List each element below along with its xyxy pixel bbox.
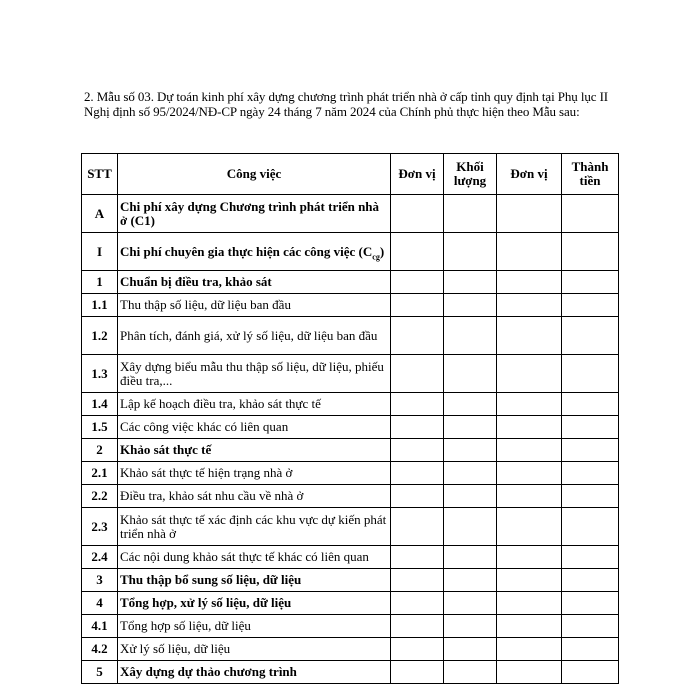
cell-thanh-tien <box>562 439 619 462</box>
cell-thanh-tien <box>562 661 619 684</box>
cell-don-vi-2 <box>497 546 562 569</box>
cell-don-vi-2 <box>497 508 562 546</box>
row-stt: 3 <box>82 569 118 592</box>
cell-thanh-tien <box>562 508 619 546</box>
cell-don-vi-2 <box>497 317 562 355</box>
header-thanh-tien: Thành tiền <box>562 154 619 195</box>
cell-khoi-luong <box>444 355 497 393</box>
row-job: Khảo sát thực tế hiện trạng nhà ở <box>118 462 391 485</box>
table-row <box>82 615 619 638</box>
row-stt: 1.1 <box>82 294 118 317</box>
cell-don-vi <box>391 233 444 271</box>
table-row <box>82 592 619 615</box>
cost-estimate-table <box>81 153 619 684</box>
table-row <box>82 233 619 271</box>
cell-khoi-luong <box>444 615 497 638</box>
cell-don-vi <box>391 271 444 294</box>
cell-khoi-luong <box>444 233 497 271</box>
row-stt: 2.3 <box>82 508 118 546</box>
cell-thanh-tien <box>562 355 619 393</box>
cell-don-vi <box>391 416 444 439</box>
row-stt: A <box>82 195 118 233</box>
cell-thanh-tien <box>562 233 619 271</box>
row-job-text: Chi phí chuyên gia thực hiện các công việc (C <box>120 243 373 259</box>
cell-thanh-tien <box>562 592 619 615</box>
cell-don-vi <box>391 317 444 355</box>
cell-khoi-luong <box>444 416 497 439</box>
row-job: Khảo sát thực tế xác định các khu vực dự kiến phát triển nhà ở <box>118 508 391 546</box>
cell-don-vi <box>391 615 444 638</box>
row-stt: 1.4 <box>82 393 118 416</box>
cell-khoi-luong <box>444 271 497 294</box>
row-job: Thu thập bổ sung số liệu, dữ liệu <box>118 569 391 592</box>
row-stt: 1.3 <box>82 355 118 393</box>
cell-don-vi-2 <box>497 592 562 615</box>
cell-don-vi <box>391 294 444 317</box>
table-row <box>82 195 619 233</box>
row-stt: 5 <box>82 661 118 684</box>
header-don-vi-1: Đơn vị <box>391 154 444 195</box>
row-stt: 1.2 <box>82 317 118 355</box>
header-khoi-luong: Khối lượng <box>444 154 497 195</box>
cell-khoi-luong <box>444 195 497 233</box>
cell-don-vi <box>391 393 444 416</box>
cell-don-vi-2 <box>497 355 562 393</box>
table-row <box>82 355 619 393</box>
cell-khoi-luong <box>444 439 497 462</box>
cell-don-vi <box>391 195 444 233</box>
cell-don-vi <box>391 661 444 684</box>
row-stt: I <box>82 233 118 271</box>
cell-don-vi <box>391 485 444 508</box>
row-job: Xây dựng biểu mẫu thu thập số liệu, dữ liệu, phiếu điều tra,... <box>118 355 391 393</box>
table-header-row <box>82 154 619 195</box>
row-stt: 4 <box>82 592 118 615</box>
cell-khoi-luong <box>444 393 497 416</box>
row-job: Tổng hợp số liệu, dữ liệu <box>118 615 391 638</box>
row-job: Các công việc khác có liên quan <box>118 416 391 439</box>
cell-khoi-luong <box>444 638 497 661</box>
table-row <box>82 638 619 661</box>
cell-don-vi <box>391 508 444 546</box>
cell-don-vi-2 <box>497 294 562 317</box>
table-row <box>82 508 619 546</box>
cell-don-vi <box>391 355 444 393</box>
row-stt: 2 <box>82 439 118 462</box>
table-row <box>82 462 619 485</box>
cell-don-vi-2 <box>497 569 562 592</box>
cell-khoi-luong <box>444 485 497 508</box>
row-stt: 4.2 <box>82 638 118 661</box>
row-job: Các nội dung khảo sát thực tế khác có liên quan <box>118 546 391 569</box>
table-row <box>82 317 619 355</box>
cell-thanh-tien <box>562 485 619 508</box>
cell-don-vi-2 <box>497 416 562 439</box>
row-stt: 1.5 <box>82 416 118 439</box>
cell-thanh-tien <box>562 615 619 638</box>
table-row <box>82 393 619 416</box>
row-job: Khảo sát thực tế <box>118 439 391 462</box>
cell-thanh-tien <box>562 569 619 592</box>
cell-thanh-tien <box>562 393 619 416</box>
cell-don-vi <box>391 592 444 615</box>
row-job: Tổng hợp, xử lý số liệu, dữ liệu <box>118 592 391 615</box>
cell-don-vi <box>391 569 444 592</box>
cell-thanh-tien <box>562 638 619 661</box>
cell-don-vi-2 <box>497 615 562 638</box>
row-stt: 4.1 <box>82 615 118 638</box>
cell-don-vi-2 <box>497 462 562 485</box>
row-stt: 2.4 <box>82 546 118 569</box>
cell-khoi-luong <box>444 592 497 615</box>
row-stt: 2.2 <box>82 485 118 508</box>
cell-don-vi <box>391 638 444 661</box>
table-row <box>82 294 619 317</box>
header-don-vi-2: Đơn vị <box>497 154 562 195</box>
table-row <box>82 661 619 684</box>
table-row <box>82 485 619 508</box>
cell-don-vi-2 <box>497 233 562 271</box>
table-row <box>82 546 619 569</box>
cell-khoi-luong <box>444 462 497 485</box>
cell-don-vi-2 <box>497 661 562 684</box>
row-stt: 2.1 <box>82 462 118 485</box>
row-job: Chi phí xây dựng Chương trình phát triển nhà ở (C1) <box>118 195 391 233</box>
table-row <box>82 569 619 592</box>
header-stt: STT <box>82 154 118 195</box>
row-job-subscript: cg <box>372 252 380 262</box>
cell-thanh-tien <box>562 462 619 485</box>
cell-thanh-tien <box>562 416 619 439</box>
row-job: Xây dựng dự thảo chương trình <box>118 661 391 684</box>
cell-thanh-tien <box>562 317 619 355</box>
intro-paragraph: 2. Mẫu số 03. Dự toán kinh phí xây dựng chương trình phát triển nhà ở cấp tỉnh quy định tại Phụ lục II Nghị định số 95/2024/NĐ-CP ngày 24 tháng 7 năm 2024 của Chính phủ thực hiện theo Mẫu sau: <box>84 89 609 119</box>
cell-khoi-luong <box>444 294 497 317</box>
table-row <box>82 439 619 462</box>
table-row <box>82 416 619 439</box>
cell-khoi-luong <box>444 546 497 569</box>
cell-khoi-luong <box>444 317 497 355</box>
cell-thanh-tien <box>562 271 619 294</box>
row-job: Xử lý số liệu, dữ liệu <box>118 638 391 661</box>
cell-don-vi-2 <box>497 485 562 508</box>
row-stt: 1 <box>82 271 118 294</box>
cell-thanh-tien <box>562 195 619 233</box>
cell-khoi-luong <box>444 508 497 546</box>
cell-don-vi-2 <box>497 195 562 233</box>
row-job <box>118 233 391 271</box>
row-job: Điều tra, khảo sát nhu cầu về nhà ở <box>118 485 391 508</box>
cell-don-vi-2 <box>497 439 562 462</box>
cell-don-vi <box>391 439 444 462</box>
cell-don-vi <box>391 546 444 569</box>
row-job-end: ) <box>379 243 385 259</box>
cell-thanh-tien <box>562 546 619 569</box>
cell-don-vi-2 <box>497 271 562 294</box>
row-job: Lập kế hoạch điều tra, khảo sát thực tế <box>118 393 391 416</box>
cell-thanh-tien <box>562 294 619 317</box>
table-row <box>82 271 619 294</box>
cell-don-vi <box>391 462 444 485</box>
cell-khoi-luong <box>444 661 497 684</box>
row-job: Phân tích, đánh giá, xử lý số liệu, dữ liệu ban đầu <box>118 317 391 355</box>
cell-don-vi-2 <box>497 638 562 661</box>
cell-khoi-luong <box>444 569 497 592</box>
header-cong-viec: Công việc <box>118 154 391 195</box>
row-job: Thu thập số liệu, dữ liệu ban đầu <box>118 294 391 317</box>
cell-don-vi-2 <box>497 393 562 416</box>
row-job: Chuẩn bị điều tra, khảo sát <box>118 271 391 294</box>
